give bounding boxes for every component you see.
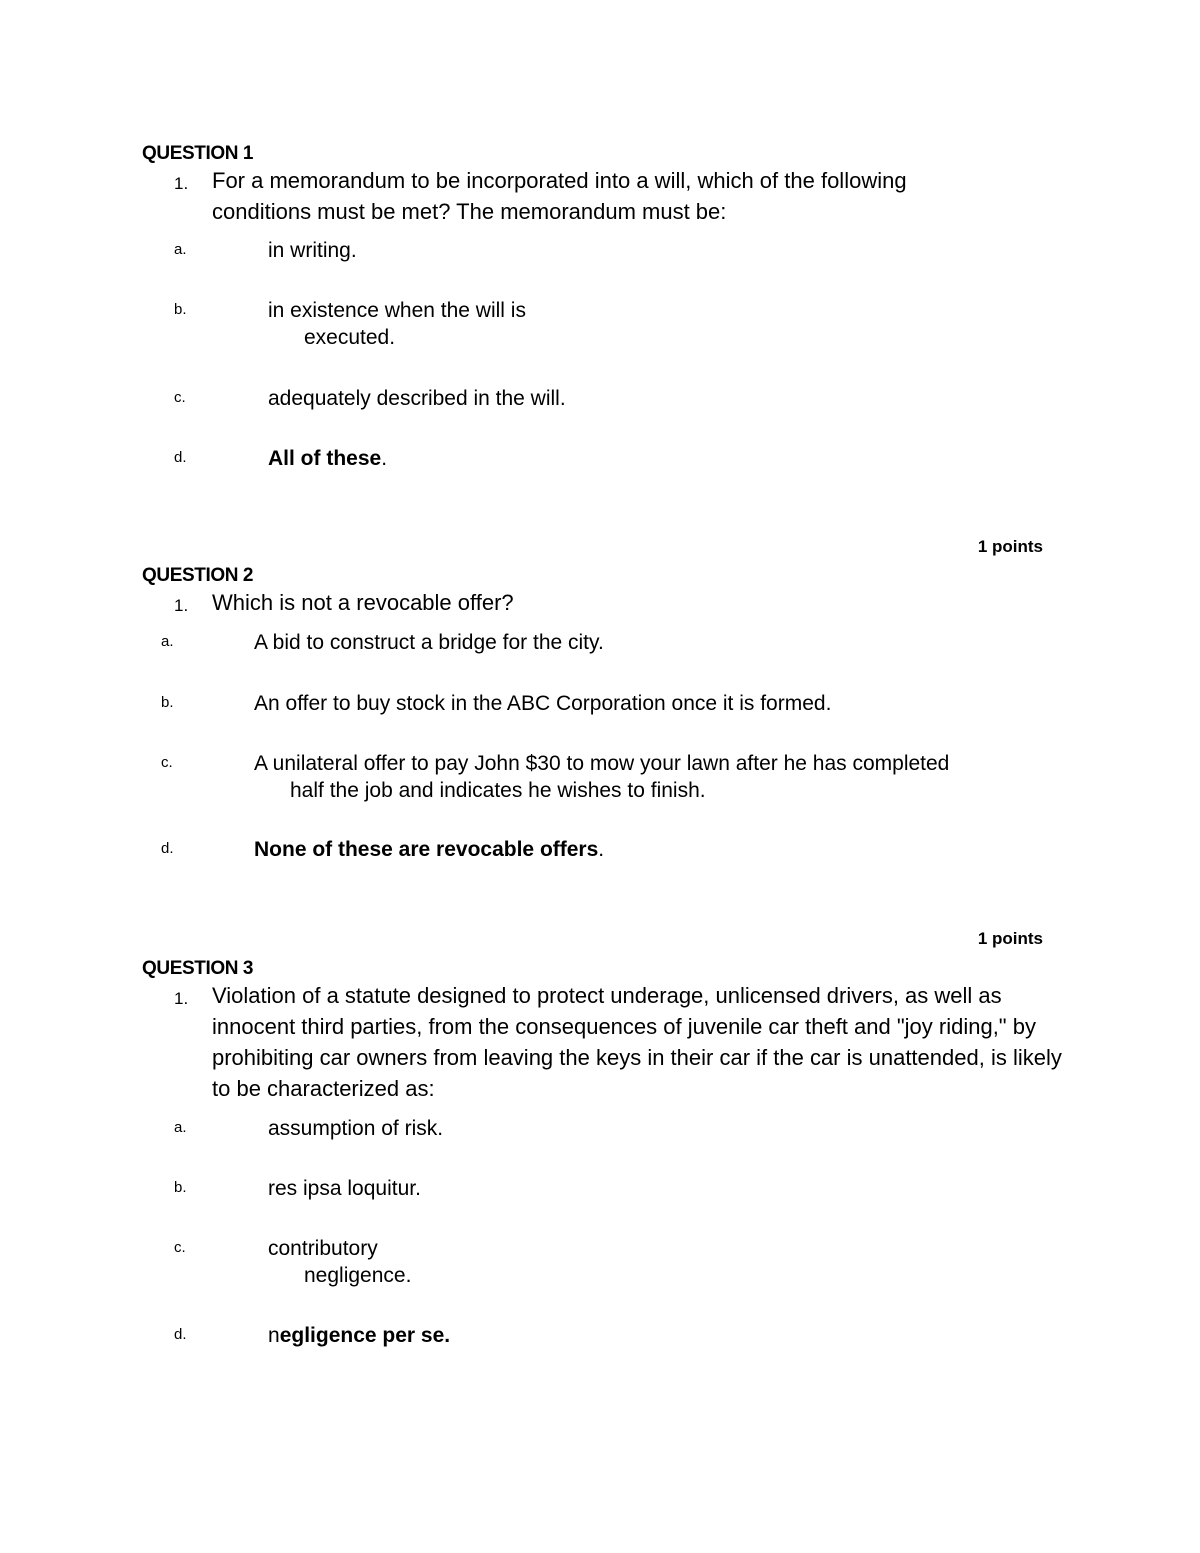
option-b-text: An offer to buy stock in the ABC Corporation once it is formed.	[254, 692, 832, 715]
option-letter: c.	[161, 754, 173, 771]
option-a-text: in writing.	[268, 239, 357, 262]
option-b-text: res ipsa loquitur.	[268, 1177, 421, 1200]
option-letter: a.	[161, 633, 174, 650]
option-d-text	[268, 1322, 450, 1349]
option-line-continued: negligence.	[304, 1264, 412, 1287]
option-c-text	[268, 1235, 411, 1289]
option-letter: b.	[174, 1179, 187, 1196]
question-stem: Violation of a statute designed to protect underage, unlicensed drivers, as well as innocent third parties, from the consequences of juvenile car theft and "joy riding," by prohibiting car owners from leaving the keys in their car if the car is unattended, is likely to be characterized as:	[212, 983, 1062, 1101]
option-letter: d.	[161, 840, 174, 857]
option-line-continued: half the job and indicates he wishes to finish.	[290, 779, 706, 802]
question-title: QUESTION 1	[142, 143, 254, 164]
option-line-continued: executed.	[304, 326, 396, 349]
points-label: 1 points	[977, 537, 1043, 556]
option-letter: b.	[161, 694, 174, 711]
correct-answer-text: All of these	[268, 447, 382, 470]
correct-answer-text: egligence per se.	[279, 1324, 451, 1347]
question-number: 1.	[174, 596, 189, 615]
correct-answer-text: None of these are revocable offers	[254, 838, 599, 861]
option-line: in existence when the will is	[268, 299, 526, 322]
option-letter: d.	[174, 1326, 187, 1343]
answer-tail: .	[381, 447, 388, 470]
option-letter: c.	[174, 1239, 186, 1256]
option-a-text: A bid to construct a bridge for the city.	[254, 631, 604, 654]
option-d-text	[268, 445, 387, 472]
question-stem: Which is not a revocable offer?	[212, 590, 514, 615]
option-line: A unilateral offer to pay John $30 to mow your lawn after he has completed	[254, 752, 950, 775]
answer-tail: .	[598, 838, 605, 861]
option-letter: d.	[174, 449, 187, 466]
question-stem: For a memorandum to be incorporated into a will, which of the following conditions must be met? The memorandum must be:	[212, 168, 907, 224]
question-title: QUESTION 3	[142, 958, 254, 979]
option-b-text	[268, 297, 526, 351]
points-label: 1 points	[977, 929, 1043, 948]
option-letter: b.	[174, 301, 187, 318]
option-line: contributory	[268, 1237, 378, 1260]
option-c-text: adequately described in the will.	[268, 387, 566, 410]
question-number: 1.	[174, 989, 189, 1008]
question-number: 1.	[174, 174, 189, 193]
answer-first-letter: n	[268, 1324, 280, 1347]
option-letter: a.	[174, 1119, 187, 1136]
option-letter: c.	[174, 389, 186, 406]
option-d-text	[254, 836, 604, 863]
question-title: QUESTION 2	[142, 565, 254, 586]
option-letter: a.	[174, 241, 187, 258]
option-a-text: assumption of risk.	[268, 1117, 444, 1140]
option-c-text	[254, 750, 949, 804]
